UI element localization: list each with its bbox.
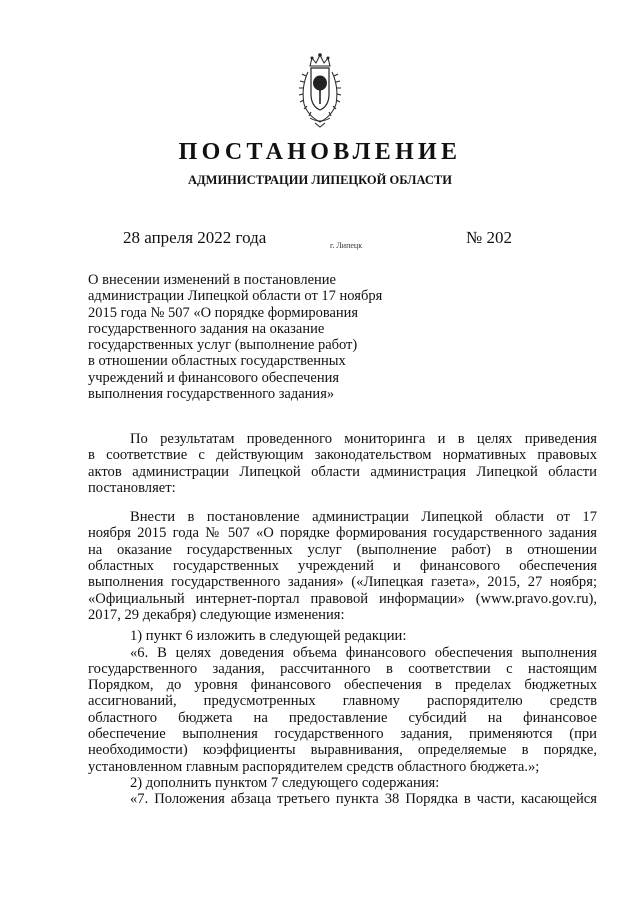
body-line: на оказание государственных услуг (выполнение работ) в отношении xyxy=(88,541,597,558)
subject-line: администрации Липецкой области от 17 ноября xyxy=(88,288,383,305)
document-issuer: АДМИНИСТРАЦИИ ЛИПЕЦКОЙ ОБЛАСТИ xyxy=(188,173,452,187)
item-7-text-paragraph xyxy=(88,791,597,807)
body-line: Внести в постановление администрации Липецкой области от 17 xyxy=(130,509,597,526)
body-line: По результатам проведенного мониторинга и в целях приведения xyxy=(130,431,597,447)
subject-line: государственного задания на оказание xyxy=(88,320,325,337)
body-line: Порядком, до уровня финансового обеспечения в пределах бюджетных xyxy=(88,677,597,694)
document-title: ПОСТАНОВЛЕНИЕ xyxy=(178,139,462,165)
subject-line: О внесении изменений в постановление xyxy=(88,272,336,288)
item-1-paragraph xyxy=(88,628,597,644)
body-line: 2) дополнить пунктом 7 следующего содержания: xyxy=(130,774,440,791)
body-line: в соответствие с действующим законодательством нормативных правовых xyxy=(88,447,597,464)
item-6-text-paragraph xyxy=(88,645,597,775)
resolution-paragraph xyxy=(88,509,597,623)
subject-line: государственных услуг (выполнение работ) xyxy=(88,337,358,354)
body-line: ассигнований, предусмотренных главному распорядителю средств xyxy=(88,693,597,710)
body-line: актов администрации Липецкой области администрация Липецкой области xyxy=(88,463,597,480)
body-line: выполнения государственного задания» («Липецкая газета», 2015, 27 ноября; xyxy=(88,574,597,591)
body-line: «6. В целях доведения объема финансового обеспечения выполнения xyxy=(130,644,597,661)
body-line: «7. Положения абзаца третьего пункта 38 Порядка в части, касающейся xyxy=(130,791,597,808)
document-body xyxy=(88,431,597,808)
preamble-paragraph xyxy=(88,431,597,496)
body-line: ноября 2015 года № 507 «О порядке формирования государственного задания xyxy=(88,525,597,542)
body-line: 2017, 29 декабря) следующие изменения: xyxy=(88,606,345,623)
subject-line: учреждений и финансового обеспечения xyxy=(88,369,340,386)
body-line: обеспечение выполнения государственного задания, применяются (при xyxy=(88,726,597,743)
document-subject xyxy=(88,272,418,402)
body-line: государственного задания, рассчитанного в соответствии с настоящим xyxy=(88,660,597,677)
coat-of-arms-emblem xyxy=(298,52,342,128)
body-line: областного бюджета на предоставление субсидий на финансовое xyxy=(88,709,597,726)
subject-line: 2015 года № 507 «О порядке формирования xyxy=(88,304,359,321)
document-number: № 202 xyxy=(466,228,512,247)
body-line: постановляет: xyxy=(88,479,176,496)
body-line: установленном главным распорядителем средств областного бюджета.»; xyxy=(88,758,540,775)
document-date: 28 апреля 2022 года xyxy=(123,228,267,247)
subject-line: выполнения государственного задания» xyxy=(88,386,335,403)
item-2-paragraph xyxy=(88,775,597,791)
document-city: г. Липецк xyxy=(330,241,363,250)
subject-line: в отношении областных государственных xyxy=(88,353,346,370)
body-line: «Официальный интернет-портал правовой информации» (www.pravo.gov.ru), xyxy=(88,590,597,607)
body-line: необходимости) коэффициенты выравнивания, определяемые в порядке, xyxy=(88,742,597,759)
body-line: областных государственных учреждений и финансового обеспечения xyxy=(88,558,597,575)
body-line: 1) пункт 6 изложить в следующей редакции: xyxy=(130,628,407,645)
